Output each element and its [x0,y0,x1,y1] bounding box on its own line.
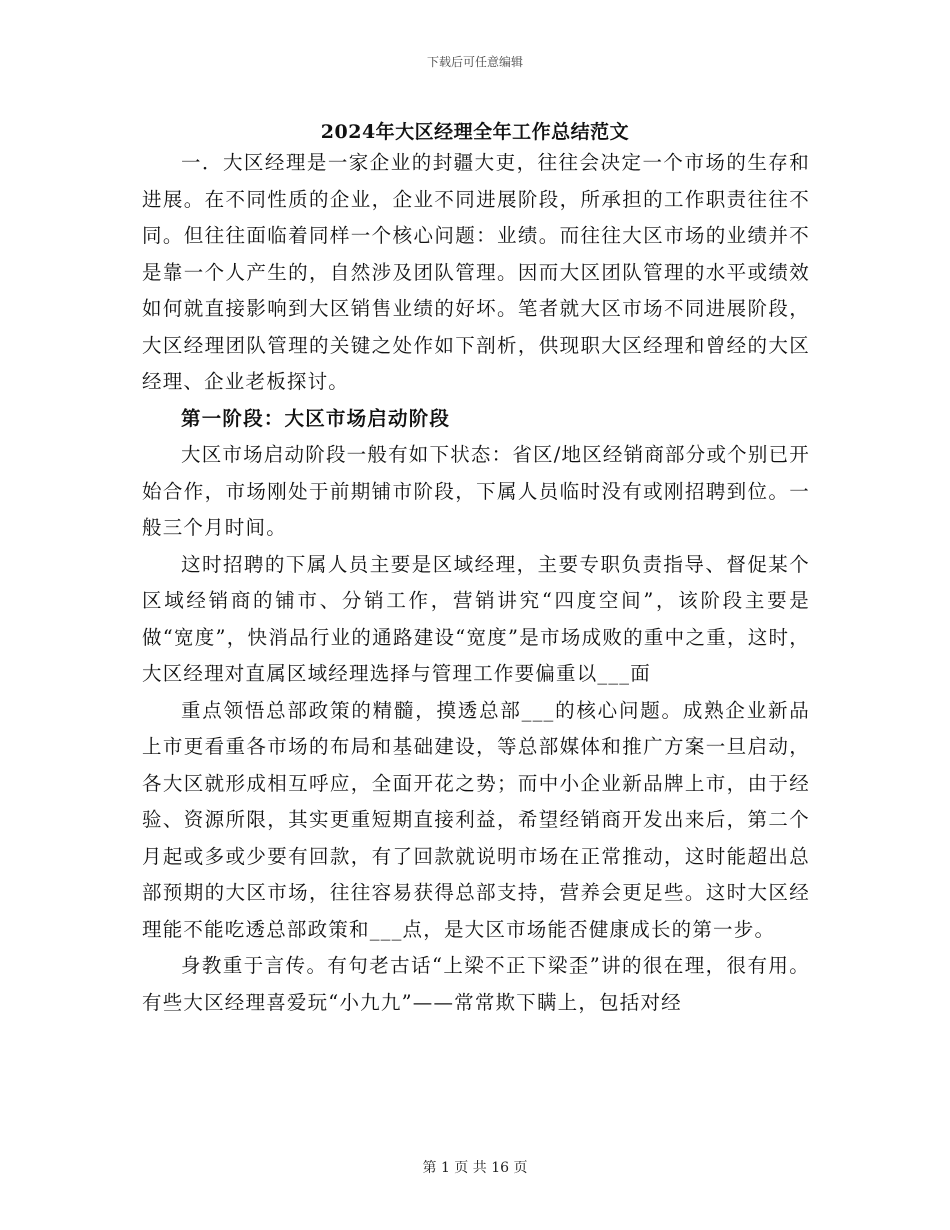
page-footer: 第 1 页 共 16 页 [422,1160,528,1176]
paragraph-stage-status: 大区市场启动阶段一般有如下状态：省区/地区经销商部分或个别已开始合作，市场刚处于前期铺市阶段，下属人员临时没有或刚招聘到位。一般三个月时间。 [142,443,810,539]
document-title: 2024年大区经理全年工作总结范文 [320,121,630,143]
paragraph-policy: 重点领悟总部政策的精髓，摸透总部___的核心问题。成熟企业新品上市更看重各市场的布局和基础建设，等总部媒体和推广方案一旦启动，各大区就形成相互呼应，全面开花之势；而中小企业新品牌上市，由于经验、资源所限，其实更重短期直接利益，希望经销商开发出来后，第二个月起或多或少要有回款，有了回款就说明市场在正常推动，这时能超出总部预期的大区市场，往往容易获得总部支持，营养会更足些。这时大区经理能不能吃透总部政策和___点，是大区市场能否健康成长的第一步。 [142,698,810,941]
paragraph-recruitment: 这时招聘的下属人员主要是区域经理，主要专职负责指导、督促某个区域经销商的铺市、分销工作，营销讲究“四度空间”，该阶段主要是做“宽度”，快消品行业的通路建设“宽度”是市场成败的重中之重，这时，大区经理对直属区域经理选择与管理工作要偏重以___面 [142,552,810,685]
paragraph-intro: 一．大区经理是一家企业的封疆大吏，往往会决定一个市场的生存和进展。在不同性质的企业，企业不同进展阶段，所承担的工作职责往往不同。但往往面临着同样一个核心问题：业绩。而往往大区市场的业绩并不是靠一个人产生的，自然涉及团队管理。因而大区团队管理的水平或绩效如何就直接影响到大区销售业绩的好坏。笔者就大区市场不同进展阶段，大区经理团队管理的关键之处作如下剖析，供现职大区经理和曾经的大区经理、企业老板探讨。 [142,151,810,393]
section-heading-stage-one: 第一阶段：大区市场启动阶段 [181,406,451,430]
document-body [142,145,810,1021]
paragraph-lead-by-example: 身教重于言传。有句老古话“上梁不正下梁歪”讲的很在理，很有用。有些大区经理喜爱玩“小九九”——常常欺下瞒上，包括对经 [142,954,810,1014]
header-note: 下载后可任意编辑 [426,55,523,69]
